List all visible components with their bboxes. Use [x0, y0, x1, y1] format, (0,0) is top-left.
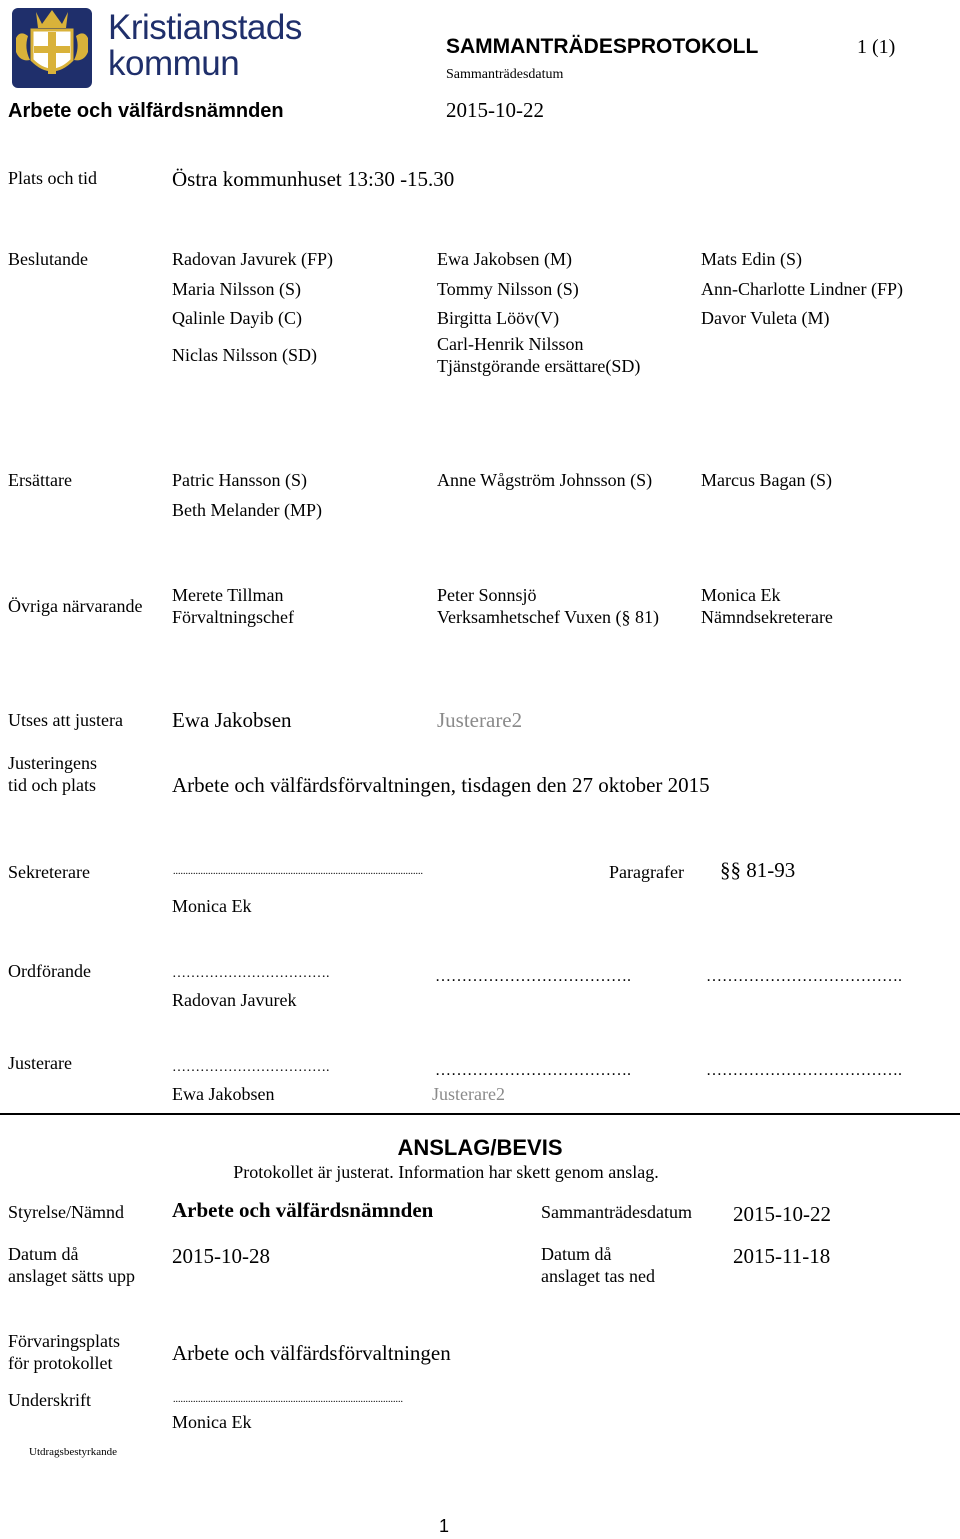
storage-value: Arbete och välfärdsförvaltningen: [172, 1341, 451, 1365]
meeting-date: 2015-10-22: [446, 98, 544, 122]
decision-member: Davor Vuleta (M): [701, 308, 830, 328]
storage-label: Förvaringsplats: [8, 1331, 120, 1351]
chair-signature-line: …………………………….: [172, 966, 330, 981]
decision-member: Mats Edin (S): [701, 249, 802, 269]
other-attendee-role: Nämndsekreterare: [701, 607, 833, 627]
chair-name: Radovan Javurek: [172, 990, 297, 1010]
notice-title: ANSLAG/BEVIS: [397, 1135, 563, 1160]
adjuster-name: Ewa Jakobsen: [172, 708, 292, 732]
removed-date: 2015-11-18: [733, 1244, 831, 1268]
adjuster-signer-placeholder: Justerare2: [432, 1084, 505, 1104]
substitute-member: Marcus Bagan (S): [701, 470, 832, 490]
substitute-member: Anne Wågström Johnsson (S): [437, 470, 653, 490]
removed-date-label: anslaget tas ned: [541, 1266, 655, 1286]
substitutes-label: Ersättare: [8, 470, 72, 490]
storage-label: för protokollet: [8, 1353, 113, 1373]
decision-member: Niclas Nilsson (SD): [172, 345, 317, 365]
page-number: 1: [439, 1516, 450, 1536]
board-label: Styrelse/Nämnd: [8, 1202, 124, 1222]
paragraphs-value: §§ 81-93: [720, 858, 796, 882]
other-attendee-name: Monica Ek: [701, 585, 781, 605]
posted-date-label: anslaget sätts upp: [8, 1266, 135, 1286]
paragraphs-label: Paragrafer: [609, 862, 684, 882]
posted-date-label: Datum då: [8, 1244, 79, 1264]
decision-member: Birgitta Lööv(V): [437, 308, 560, 328]
decision-member: Tommy Nilsson (S): [437, 279, 579, 299]
secretary-name: Monica Ek: [172, 896, 252, 916]
substitute-member: Beth Melander (MP): [172, 500, 322, 520]
adjuster-placeholder: Justerare2: [437, 708, 523, 732]
document-title: SAMMANTRÄDESPROTOKOLL: [446, 35, 759, 58]
logo-text-line2: kommun: [108, 44, 240, 83]
others-label: Övriga närvarande: [8, 596, 143, 616]
other-attendee-role: Förvaltningschef: [172, 607, 294, 627]
adjust-time-value: Arbete och välfärdsförvaltningen, tisdagen den 27 oktober 2015: [172, 773, 710, 797]
logo-text-line1: Kristianstads: [108, 8, 302, 47]
decision-member: Ann-Charlotte Lindner (FP): [701, 279, 903, 299]
notice-meeting-date: 2015-10-22: [733, 1202, 831, 1226]
notice-meeting-date-label: Sammanträdesdatum: [541, 1202, 692, 1222]
decision-member: Carl-Henrik Nilsson: [437, 334, 584, 354]
page-count: 1 (1): [857, 36, 896, 58]
board-value: Arbete och välfärdsnämnden: [172, 1198, 434, 1222]
extract-label: Utdragsbestyrkande: [29, 1446, 117, 1458]
decision-label: Beslutande: [8, 249, 88, 269]
signature-label: Underskrift: [8, 1390, 91, 1410]
adjuster-signer-name: Ewa Jakobsen: [172, 1084, 275, 1104]
decision-member: Qalinle Dayib (C): [172, 308, 302, 328]
coat-of-arms-icon: [10, 2, 94, 90]
secretary-signature-line: ....................................................................................................: [173, 866, 423, 877]
other-attendee-role: Verksamhetschef Vuxen (§ 81): [437, 607, 660, 627]
adjust-time-label: tid och plats: [8, 775, 96, 795]
notice-signer-name: Monica Ek: [172, 1412, 252, 1432]
adjust-time-label: Justeringens: [8, 753, 97, 773]
decision-member: Ewa Jakobsen (M): [437, 249, 572, 269]
posted-date: 2015-10-28: [172, 1244, 270, 1268]
committee-name: Arbete och välfärdsnämnden: [8, 100, 284, 122]
signature-line: ……………………………….: [706, 1062, 902, 1079]
place-label: Plats och tid: [8, 168, 97, 188]
secretary-label: Sekreterare: [8, 862, 90, 882]
signature-line: ……………………………….: [435, 1062, 631, 1079]
place-value: Östra kommunhuset 13:30 -15.30: [172, 167, 455, 191]
meeting-date-label: Sammanträdesdatum: [446, 67, 564, 82]
decision-member: Maria Nilsson (S): [172, 279, 301, 299]
decision-member: Radovan Javurek (FP): [172, 249, 333, 269]
notice-signature-line: ............................................................................................: [173, 1394, 403, 1405]
other-attendee-name: Merete Tillman: [172, 585, 284, 605]
removed-date-label: Datum då: [541, 1244, 612, 1264]
adjuster-label: Justerare: [8, 1053, 72, 1073]
other-attendee-name: Peter Sonnsjö: [437, 585, 537, 605]
section-divider: [0, 1113, 960, 1115]
substitute-member: Patric Hansson (S): [172, 470, 307, 490]
adjust-label: Utses att justera: [8, 710, 123, 730]
chair-label: Ordförande: [8, 961, 91, 981]
municipality-logo: [10, 2, 315, 90]
signature-line: ……………………………….: [706, 968, 902, 985]
adjuster-signature-line: …………………………….: [172, 1060, 330, 1075]
decision-member-role: Tjänstgörande ersättare(SD): [437, 356, 641, 376]
signature-line: ……………………………….: [435, 968, 631, 985]
notice-subtitle: Protokollet är justerat. Information har skett genom anslag.: [233, 1162, 659, 1182]
